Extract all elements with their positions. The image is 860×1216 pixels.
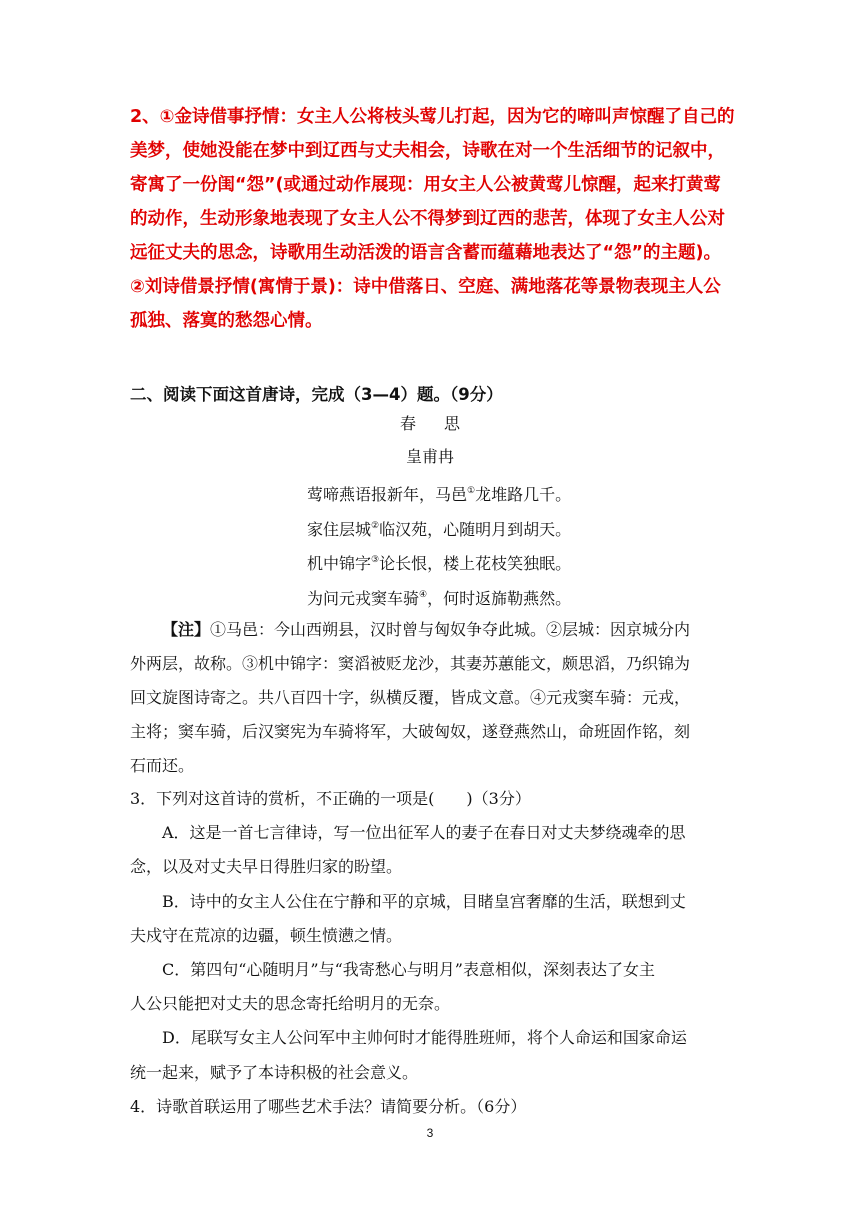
poem-title-char: 思: [444, 414, 461, 433]
poem-author: 皇甫冉: [405, 447, 454, 466]
question-4-stem: 4．诗歌首联运用了哪些艺术手法？请简要分析。（6分）: [130, 1096, 527, 1116]
answer-line: ②刘诗借景抒情(寓情于景)：诗中借落日、空庭、满地落花等景物表现主人公: [130, 277, 721, 297]
note-line: 主将；窦车骑，后汉窦宪为车骑将军，大破匈奴，遂登燕然山，命班固作铭，刻: [130, 722, 691, 741]
footnote-marker: ④: [419, 589, 428, 600]
poem-line: 为问元戎窦车骑④，何时返旆勒燕然。: [307, 588, 572, 608]
note-line: 回文旋图诗寄之。共八百四十字，纵横反覆，皆成文意。④元戎窦车骑：元戎，: [130, 688, 691, 707]
poem-line: 机中锦字③论长恨，楼上花枝笑独眠。: [307, 554, 572, 573]
note-label: 【注】: [162, 620, 211, 639]
answer-line: 远征丈夫的思念，诗歌用生动活泼的语言含蓄而蕴藉地表达了“怨”的主题)。: [130, 243, 721, 263]
option-d-cont: 统一起来，赋予了本诗积极的社会意义。: [130, 1062, 419, 1082]
questions: [130, 782, 750, 1124]
note-line: 外两层，故称。③机中锦字：窦滔被贬龙沙，其妻苏蕙能文，颇思滔，乃织锦为: [130, 654, 691, 673]
poem-notes: [130, 613, 750, 783]
question-3-stem: 3．下列对这首诗的赏析，不正确的一项是( )（3分）: [130, 789, 531, 808]
option-a-cont: 念，以及对丈夫早日得胜归家的盼望。: [130, 857, 403, 877]
poem-line: 莺啼燕语报新年，马邑①龙堆路几千。: [307, 485, 572, 504]
answer-line: 寄寓了一份闺“怨”(或通过动作展现：用女主人公被黄莺儿惊醒，起来打黄莺: [130, 175, 721, 195]
option-b-cont: 夫戍守在荒凉的边疆，顿生愤懑之情。: [130, 925, 403, 945]
answer-block: [130, 100, 740, 338]
footnote-marker: ①: [467, 486, 476, 496]
poem-title-char: 春: [399, 414, 416, 433]
option-c: C．第四句“心随明月”与“我寄愁心与明月”表意相似，深刻表达了女主: [162, 960, 655, 980]
option-b: B．诗中的女主人公住在宁静和平的京城，目睹皇宫奢靡的生活，联想到丈: [162, 891, 686, 911]
note-line: 石而还。: [130, 756, 195, 775]
poem-body: [307, 478, 571, 616]
note-line: 【注】①马邑：今山西朔县，汉时曾与匈奴争夺此城。②层城：因京城分内: [162, 620, 691, 639]
footnote-marker: ②: [371, 520, 380, 531]
answer-line: 的动作，生动形象地表现了女主人公不得梦到辽西的悲苦，体现了女主人公对: [130, 209, 725, 229]
page-number: 3: [426, 1126, 434, 1140]
footnote-marker: ③: [371, 555, 380, 565]
poem-title: [0, 411, 860, 437]
answer-line: 美梦，使她没能在梦中到辽西与丈夫相会，诗歌在对一个生活细节的记叙中，: [130, 141, 725, 161]
option-a: A．这是一首七言律诗，写一位出征军人的妻子在春日对丈夫梦绕魂牵的思: [162, 823, 686, 843]
option-c-cont: 人公只能把对丈夫的思念寄托给明月的无奈。: [130, 994, 451, 1014]
poem-line: 家住层城②临汉苑，心随明月到胡天。: [307, 519, 572, 539]
answer-line: 孤独、落寞的愁怨心情。: [130, 311, 323, 331]
option-d: D．尾联写女主人公问军中主帅何时才能得胜班师，将个人命运和国家命运: [162, 1028, 687, 1048]
section-heading: 二、阅读下面这首唐诗，完成（3—4）题。（9分）: [130, 385, 503, 404]
answer-line: 2、①金诗借事抒情：女主人公将枝头莺儿打起，因为它的啼叫声惊醒了自己的: [130, 107, 735, 127]
